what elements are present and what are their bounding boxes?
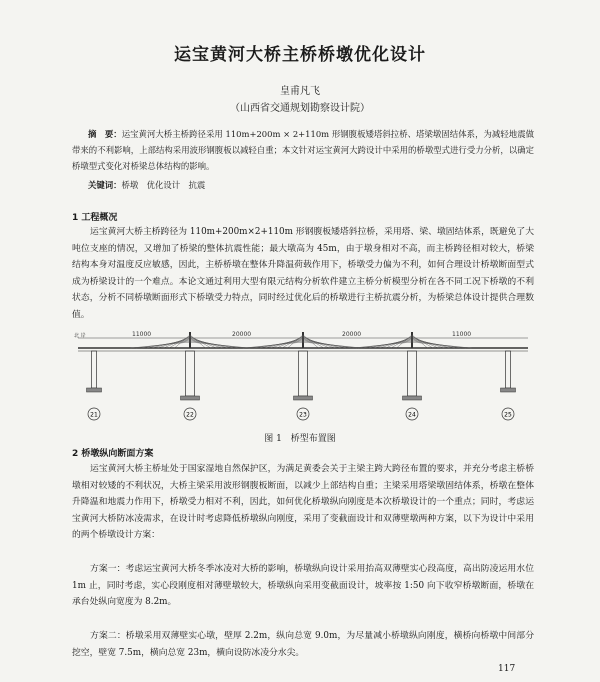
section-heading-1: 1 工程概况 — [72, 213, 118, 223]
pier-footing-1 — [87, 388, 102, 392]
figure-caption: 图 1 桥型布置图 — [264, 434, 336, 444]
pier-footing-4 — [403, 396, 422, 400]
bridge-piers — [87, 351, 516, 400]
abstract-label: 摘 要： — [88, 129, 122, 139]
span-label-4: 11000 — [452, 331, 472, 338]
pier-id-2: 22 — [186, 411, 194, 419]
section2-paragraph-3: 方案二：桥墩采用双薄壁实心墩，壁厚 2.2m，纵向总宽 9.0m，为尽量减小桥墩纵向刚度，横桥向桥墩中间部分挖空，壁宽 7.5m，横向总宽 23m，横向设防冰凌分水尖。 — [72, 631, 534, 658]
author-name: 皇甫凡飞 — [280, 86, 320, 97]
section-heading-2: 2 桥墩纵向断面方案 — [72, 449, 154, 459]
abstract — [72, 126, 534, 174]
pier-2 — [186, 351, 195, 396]
span-label-2: 20000 — [232, 331, 252, 338]
pier-id-5: 25 — [504, 411, 512, 419]
span-label-3: 20000 — [342, 331, 362, 338]
pier-id-1: 21 — [90, 411, 98, 419]
pier-3 — [299, 351, 308, 396]
page-number: 117 — [498, 664, 516, 674]
bridge-towers — [131, 332, 472, 348]
section1-paragraph-1: 运宝黄河大桥主桥跨径为 110m+200m×2+110m 形钢腹板矮塔斜拉桥，采用塔、梁、墩固结体系，既避免了大吨位支座的情况，又增加了桥梁的整体抗震性能；最大墩高为 45m，由于墩身相对不高，而主桥跨径相对较大，桥梁结构本身对温度反应敏感，因此，主桥桥墩在整体升降温荷载作用下，桥墩受力偏为不利，如何合理设计桥墩断面型式成为桥梁设计的一个难点。本论文通过利用大型有限元结构分析软件建立主桥分析模型分析在各不同工况下桥墩的不利状态，分析不同桥墩断面形式下桥墩受力特点，同时经过优化后的桥墩进行主桥抗震分析，为桥梁总体设计提供合理数值。 — [72, 227, 534, 320]
keywords-text: 桥墩 优化设计 抗震 — [121, 180, 206, 190]
author-affiliation: （山西省交通规划勘察设计院） — [230, 103, 370, 114]
paper-title: 运宝黄河大桥主桥桥墩优化设计 — [174, 45, 426, 65]
span-label-1: 11000 — [132, 331, 152, 338]
section2-paragraph-1: 运宝黄河大桥主桥址处于国家湿地自然保护区，为满足黄委会关于主梁主跨大跨径布置的要求，并充分考虑主桥桥墩相对较矮的不利状况，大桥主梁采用波形钢腹板断面，以减少上部结构自重；主梁采用塔梁墩固结体系，桥墩在整体升降温和地震力作用下，桥墩受力相对不利，因此，如何优化桥墩纵向刚度是本次桥墩设计的一个重点；同时，考虑运宝黄河大桥防冰凌需求，在设计时考虑降低桥墩纵向刚度，采用了变截面设计和双薄壁墩两种方案，以下为设计中采用的两个桥墩设计方案： — [72, 464, 534, 541]
abstract-text: 运宝黄河大桥主桥跨径采用 110m+200m × 2+110m 形钢腹板矮塔斜拉桥、塔梁墩固结体系，为减轻地震做带来的不利影响，上部结构采用波形钢腹板以减轻自重；本文针对运宝黄河大跨设计中采用的桥墩型式进行受力分析，以确定桥墩型式变化对桥梁总体结构的影响。 — [72, 129, 534, 171]
figure-bank-label: 北 岸 — [74, 333, 86, 339]
pier-labels — [88, 408, 514, 420]
section2-paragraph-2: 方案一：考虑运宝黄河大桥冬季冰凌对大桥的影响，桥墩纵向设计采用抬高双薄壁实心段高度，高出防凌运用水位 1m 止，同时考虑，实心段刚度相对薄壁墩较大，桥墩纵向采用变截面设计，坡率按 1:50 向下收窄桥墩断面，桥墩在承台处纵向宽度为 8.2m。 — [72, 564, 534, 608]
keywords — [88, 178, 534, 192]
pier-id-4: 24 — [408, 411, 416, 419]
pier-footing-3 — [294, 396, 313, 400]
bridge-layout-figure — [72, 330, 534, 426]
pier-footing-5 — [501, 388, 516, 392]
keywords-label: 关键词： — [88, 180, 122, 190]
pier-footing-2 — [181, 396, 200, 400]
pier-5 — [506, 351, 511, 388]
pier-id-3: 23 — [299, 411, 307, 419]
pier-4 — [408, 351, 417, 396]
pier-1 — [92, 351, 97, 388]
